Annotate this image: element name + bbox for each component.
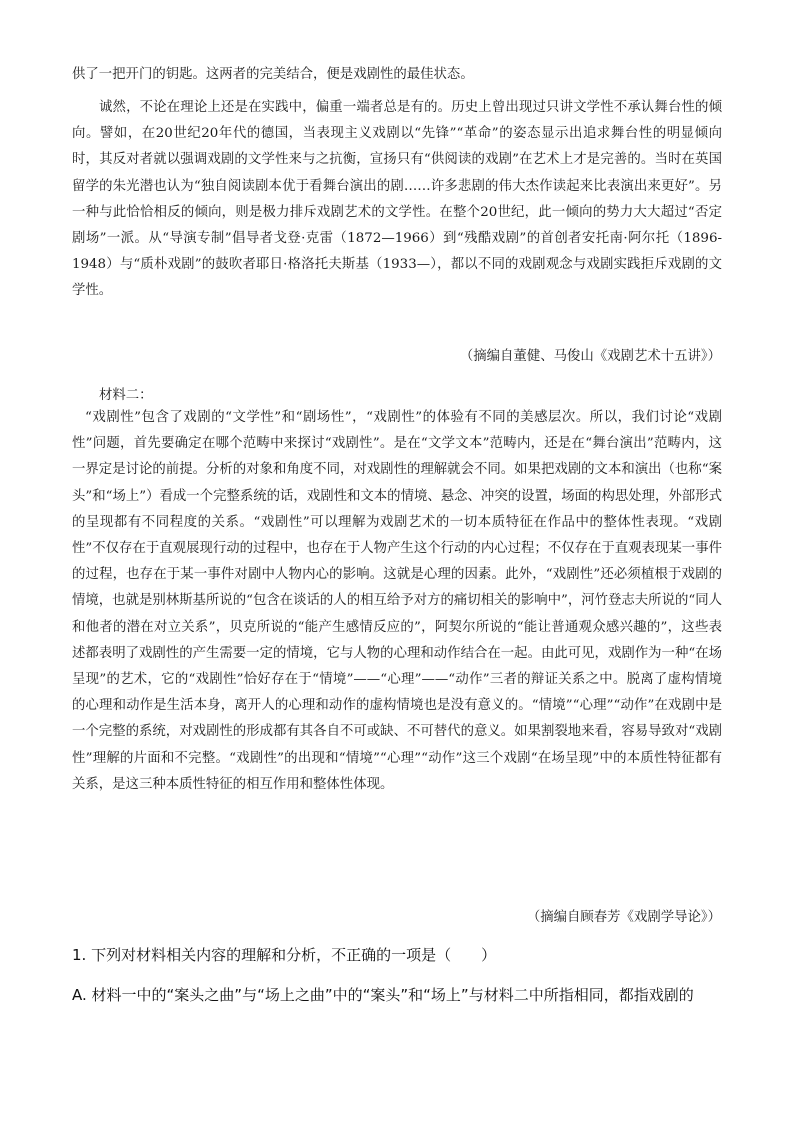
paragraph-continuation: 供了一把开门的钥匙。这两者的完美结合，便是戏剧性的最佳状态。 (72, 67, 474, 82)
source-citation-2: （摘编自顾春芳《戏剧学导论》） (526, 910, 721, 925)
paragraph-dramatic-quality: “戏剧性”包含了戏剧的“文学性”和“剧场性”，“戏剧性”的体验有不同的美感层次。所以，我们讨论“戏剧性”问题，首先要确定在哪个范畴中来探讨“戏剧性”。是在“文学文本”范畴内，还是在“舞台演出”范畴内，这一界定是讨论的前提。分析的对象和角度不同，对戏剧性的理解就会不同。如果把戏剧的文本和演出（也称“案头”和“场上”）看成一个完整系统的话，戏剧性和文本的情境、悬念、冲突的设置，场面的构思处理，外部形式的呈现都有不同程度的关系。“戏剧性”可以理解为戏剧艺术的一切本质特征在作品中的整体性表现。“戏剧性”不仅存在于直观展现行动的过程中，也存在于人物产生这个行动的内心过程；不仅存在于直观表现某一事件的过程，也存在于某一事件对剧中人物内心的影响。这就是心理的因素。此外，“戏剧性”还必须植根于戏剧的情境，也就是别林斯基所说的“包含在谈话的人的相互给予对方的痛切相关的影响中”，河竹登志夫所说的“同人和他者的潜在对立关系”，贝克所说的“能产生感情反应的”，阿契尔所说的“能让普通观众感兴趣的”，这些表述都表明了戏剧性的产生需要一定的情境，它与人物的心理和动作结合在一起。由此可见，戏剧作为一种“在场呈现”的艺术，它的“戏剧性”恰好存在于“情境”——“心理”——“动作”三者的辩证关系之中。脱离了虚构情境的心理和动作是生活本身，离开人的心理和动作的虚构情境也是没有意义的。“情境”“心理”“动作”在戏剧中是一个完整的系统，对戏剧性的形成都有其各自不可或缺、不可替代的意义。如果割裂地来看，容易导致对“戏剧性”理解的片面和不完整。“戏剧性”的出现和“情境”“心理”“动作”这三个戏剧“在场呈现”中的本质性特征都有关系，是这三种本质性特征的相互作用和整体性体现。 (72, 410, 722, 792)
source-citation-1: （摘编自董健、马俊山《戏剧艺术十五讲》） (459, 349, 721, 364)
paragraph-tendency: 诚然，不论在理论上还是在实践中，偏重一端者总是有的。历史上曾出现过只讲文学性不承认舞台性的倾向。譬如，在20世纪20年代的德国，当表现主义戏剧以“先锋”“革命”的姿态显示出追求舞台性的明显倾向时，其反对者就以强调戏剧的文学性来与之抗衡，宣扬只有“供阅读的戏剧”在艺术上才是完善的。当时在英国留学的朱光潜也认为“独自阅读剧本优于看舞台演出的剧……许多悲剧的伟大杰作读起来比表演出来更好”。另一种与此恰恰相反的倾向，则是极力排斥戏剧艺术的文学性。在整个20世纪，此一倾向的势力大大超过“否定剧场”一派。从“导演专制”倡导者戈登·克雷（1872—1966）到“残酷戏剧”的首创者安托南·阿尔托（1896-1948）与“质朴戏剧”的鼓吹者耶日·格洛托夫斯基（1933—），都以不同的戏剧观念与戏剧实践拒斥戏剧的文学性。 (72, 100, 722, 299)
question-1: 1. 下列对材料相关内容的理解和分析，不正确的一项是（ ） (72, 946, 497, 964)
material-heading-2: 材料二： (99, 388, 153, 403)
question-1-option-a: A. 材料一中的“案头之曲”与“场上之曲”中的“案头”和“场上”与材料二中所指相同，都指戏剧的 (72, 986, 694, 1004)
